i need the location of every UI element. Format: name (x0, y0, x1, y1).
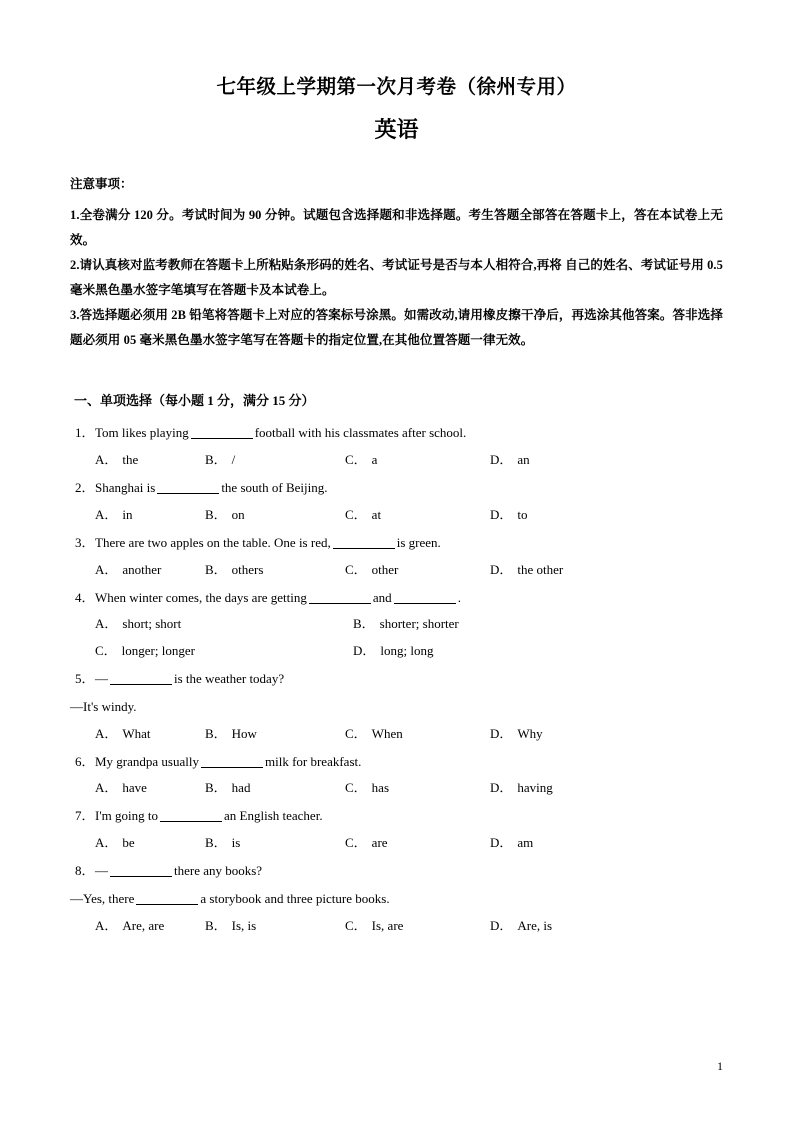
option-text: When (371, 725, 403, 741)
question-text: . (457, 589, 461, 605)
question-text: Tom likes playing (95, 425, 189, 441)
question-options (70, 909, 723, 936)
option-text: short; short (122, 616, 182, 632)
option-choice[interactable] (345, 725, 490, 744)
option-label: D． (353, 643, 376, 659)
option-label: D． (490, 452, 513, 468)
option-label: C． (345, 452, 367, 468)
option-text: an (517, 452, 530, 468)
option-label: A． (95, 835, 118, 851)
option-label: B． (205, 917, 227, 933)
option-choice[interactable] (95, 642, 353, 661)
notice-item: 1.全卷满分 120 分。考试时间为 90 分钟。试题包含选择题和非选择题。考生答题全部答在答题卡上，答在本试卷上无效。 (70, 207, 723, 247)
option-text: shorter; shorter (379, 616, 459, 632)
option-text: longer; longer (121, 643, 195, 659)
option-text: am (517, 835, 534, 851)
answer-blank (333, 548, 395, 549)
question-text: —Yes, there (70, 890, 135, 906)
option-label: D． (490, 917, 513, 933)
question-block (70, 661, 723, 744)
option-choice[interactable] (490, 779, 553, 798)
option-choice[interactable] (95, 561, 205, 580)
question-options (70, 607, 723, 661)
question-text: the south of Beijing. (221, 480, 328, 496)
option-text: have (122, 780, 147, 796)
question-block (70, 744, 723, 799)
option-text: Are, are (122, 917, 165, 933)
option-label: B． (205, 780, 227, 796)
question-number: 2． (75, 480, 95, 496)
option-text: to (517, 507, 528, 523)
question-text: I'm going to (95, 808, 159, 824)
option-choice[interactable] (95, 779, 205, 798)
question-dialogue-line: —It's windy. (70, 698, 137, 714)
question-text: milk for breakfast. (264, 753, 362, 769)
option-label: A． (95, 616, 118, 632)
option-label: A． (95, 780, 118, 796)
option-text: are (371, 835, 388, 851)
option-label: A． (95, 561, 118, 577)
answer-blank (201, 767, 263, 768)
option-label: A． (95, 507, 118, 523)
question-options (70, 553, 723, 580)
question-options (70, 826, 723, 853)
option-choice[interactable] (345, 779, 490, 798)
option-choice[interactable] (95, 834, 205, 853)
question-number: 7． (75, 808, 95, 824)
question-text: there any books? (174, 862, 263, 878)
question-dialogue-line (70, 881, 723, 909)
question-text: is the weather today? (174, 671, 285, 687)
option-choice[interactable] (205, 561, 345, 580)
option-text: a (371, 452, 378, 468)
option-choice[interactable] (490, 725, 543, 744)
option-text: Why (517, 725, 543, 741)
option-choice[interactable] (490, 834, 533, 853)
question-number: 5． (75, 671, 95, 687)
option-label: D． (490, 561, 513, 577)
option-text: has (371, 780, 390, 796)
option-choice[interactable] (95, 506, 205, 525)
question-block (70, 415, 723, 470)
option-text: Is, is (231, 917, 257, 933)
option-choice[interactable] (95, 451, 205, 470)
option-label: C． (95, 643, 117, 659)
subject-title: 英语 (374, 117, 419, 143)
answer-blank (394, 603, 456, 604)
answer-blank (110, 876, 172, 877)
question-block (70, 853, 723, 936)
option-text: another (122, 561, 162, 577)
question-block (70, 470, 723, 525)
question-stem (70, 670, 723, 689)
option-text: Is, are (371, 917, 404, 933)
answer-blank (160, 821, 222, 822)
question-stem (70, 753, 723, 772)
option-label: D． (490, 725, 513, 741)
option-choice[interactable] (345, 834, 490, 853)
question-stem (70, 479, 723, 498)
question-number: 4． (75, 589, 95, 605)
option-label: B． (205, 561, 227, 577)
option-choice[interactable] (205, 917, 345, 936)
question-text: is green. (396, 534, 441, 550)
option-text: the other (517, 561, 564, 577)
option-label: D． (490, 835, 513, 851)
question-block (70, 580, 723, 662)
option-choice[interactable] (345, 561, 490, 580)
option-text: other (371, 561, 399, 577)
option-label: A． (95, 917, 118, 933)
answer-blank (110, 684, 172, 685)
option-label: C． (345, 917, 367, 933)
option-text: is (231, 835, 241, 851)
option-label: C． (345, 561, 367, 577)
option-text: What (122, 725, 151, 741)
question-block (70, 525, 723, 580)
option-label: B． (205, 725, 227, 741)
option-choice[interactable] (205, 451, 345, 470)
questions-list (70, 415, 723, 935)
option-choice[interactable] (95, 725, 205, 744)
option-choice[interactable] (205, 506, 345, 525)
question-number: 3． (75, 534, 95, 550)
question-text: a storybook and three picture books. (200, 890, 390, 906)
option-choice[interactable] (345, 917, 490, 936)
question-options (70, 498, 723, 525)
question-number: 6． (75, 753, 95, 769)
section-heading-multiple-choice: 一、单项选择（每小题 1 分，满分 15 分） (74, 392, 315, 408)
option-label: D． (490, 780, 513, 796)
option-text: at (371, 507, 382, 523)
option-label: A． (95, 452, 118, 468)
option-choice[interactable] (490, 917, 552, 936)
option-label: C． (345, 725, 367, 741)
question-number: 8． (75, 862, 95, 878)
option-text: others (231, 561, 264, 577)
question-block (70, 798, 723, 853)
question-text: My grandpa usually (95, 753, 199, 769)
option-row (95, 642, 723, 661)
option-label: A． (95, 725, 118, 741)
notice-section (70, 175, 723, 353)
notice-item: 2.请认真核对监考教师在答题卡上所粘贴条形码的姓名、考试证号是否与本人相符合,再将 自己的姓名、考试证号用 0.5 毫米黑色墨水签字笔填写在答题卡及本试卷上。 (70, 257, 723, 297)
option-text: / (231, 452, 236, 468)
option-choice[interactable] (205, 834, 345, 853)
option-text: in (122, 507, 133, 523)
question-stem (70, 862, 723, 881)
option-text: Are, is (517, 917, 553, 933)
option-choice[interactable] (490, 506, 528, 525)
question-stem (70, 589, 723, 608)
option-label: B． (205, 452, 227, 468)
question-stem (70, 807, 723, 826)
option-choice[interactable] (490, 561, 563, 580)
option-text: the (122, 452, 139, 468)
question-text: and (372, 589, 392, 605)
option-text: How (231, 725, 257, 741)
notice-heading: 注意事项： (70, 176, 133, 191)
option-label: D． (490, 507, 513, 523)
question-number: 1． (75, 425, 95, 441)
option-choice[interactable] (490, 451, 530, 470)
option-text: had (231, 780, 251, 796)
option-text: be (122, 835, 135, 851)
answer-blank (157, 493, 219, 494)
option-choice[interactable] (205, 779, 345, 798)
question-stem (70, 534, 723, 553)
option-label: B． (205, 835, 227, 851)
option-label: C． (345, 507, 367, 523)
option-choice[interactable] (353, 642, 433, 661)
option-label: C． (345, 780, 367, 796)
option-text: on (231, 507, 245, 523)
question-options (70, 443, 723, 470)
question-text: an English teacher. (224, 808, 323, 824)
question-text: — (95, 671, 108, 687)
question-text: There are two apples on the table. One is red, (95, 534, 331, 550)
answer-blank (191, 438, 253, 439)
question-options (70, 717, 723, 744)
question-options (70, 771, 723, 798)
option-label: B． (353, 616, 375, 632)
notice-item: 3.答选择题必须用 2B 铅笔将答题卡上对应的答案标号涂黑。如需改动,请用橡皮擦干净后，再选涂其他答案。答非选择题必须用 05 毫米黑色墨水签字笔写在答题卡的指定位置,在其他位置答题一律无效。 (70, 307, 723, 347)
question-text: When winter comes, the days are getting (95, 589, 307, 605)
question-text: football with his classmates after school. (254, 425, 467, 441)
question-stem (70, 424, 723, 443)
option-choice[interactable] (353, 615, 459, 634)
option-row (95, 615, 723, 642)
page-number: 1 (717, 1059, 723, 1073)
option-choice[interactable] (95, 615, 353, 634)
option-choice[interactable] (95, 917, 205, 936)
option-choice[interactable] (345, 506, 490, 525)
option-text: long; long (380, 643, 434, 659)
option-label: C． (345, 835, 367, 851)
answer-blank (309, 603, 371, 604)
option-choice[interactable] (205, 725, 345, 744)
question-text: Shanghai is (95, 480, 156, 496)
page-title: 七年级上学期第一次月考卷（徐州专用） (216, 77, 577, 98)
option-text: having (517, 780, 553, 796)
question-text: — (95, 862, 108, 878)
option-choice[interactable] (345, 451, 490, 470)
option-label: B． (205, 507, 227, 523)
answer-blank (136, 904, 198, 905)
